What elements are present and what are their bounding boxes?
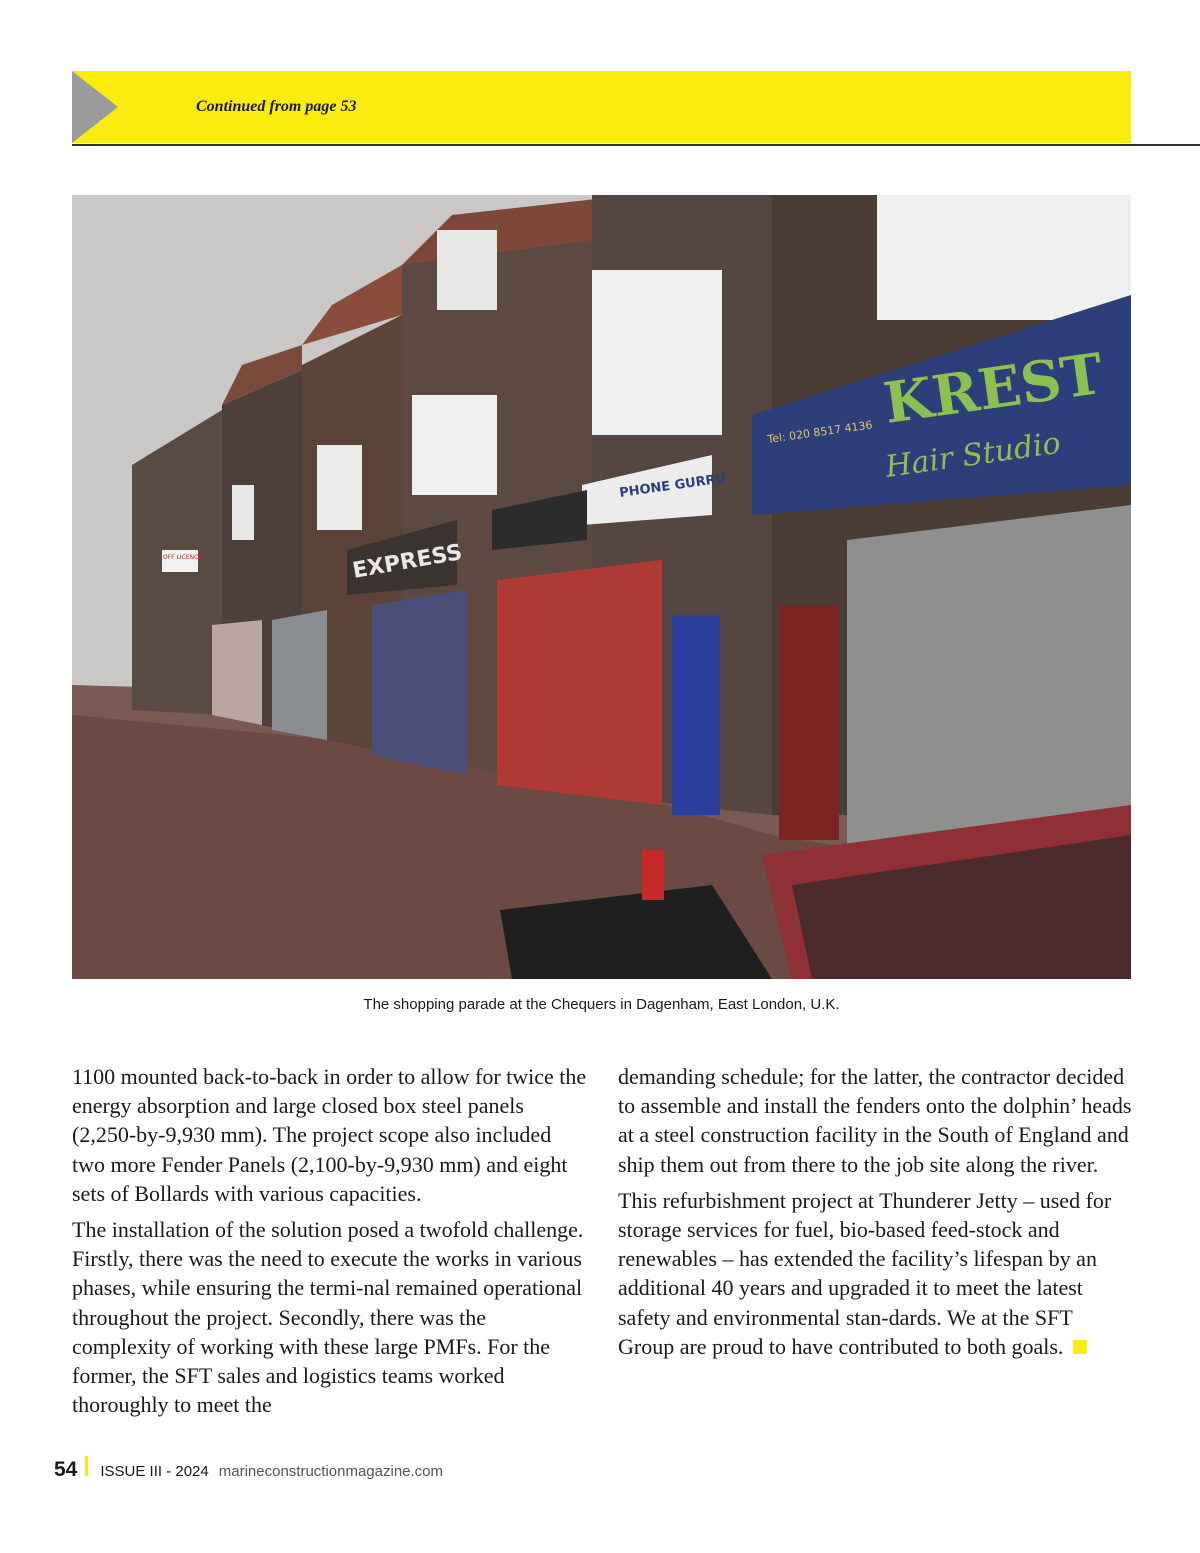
krest-sign-text: KREST	[879, 340, 1107, 437]
header-rule	[72, 144, 1200, 146]
arrow-icon	[72, 71, 118, 143]
article-left-column	[72, 1062, 587, 1426]
krest-sub-text: Hair Studio	[883, 425, 1063, 485]
article-paragraph: The installation of the solution posed a twofold challenge. Firstly, there was the need to execute the works in various phases, while ensuring the termi-nal remained operational throughout the project. Secondly, there was the complexity of working with these large PMFs. For the former, the SFT sales and logistics teams worked thoroughly to meet the	[72, 1217, 584, 1418]
article-paragraph: 1100 mounted back-to-back in order to allow for twice the energy absorption and large closed box steel panels (2,250-by-9,930 mm). The project scope also included two more Fender Panels (2,100-by-9,930 mm) and eight sets of Bollards with various capacities.	[72, 1064, 587, 1206]
off-licence-sign-text: OFF LICENCE	[163, 554, 203, 561]
continued-from-label[interactable]: Continued from page 53	[196, 98, 357, 115]
express-sign-text: EXPRESS	[350, 540, 465, 584]
shopping-parade-photo	[72, 195, 1131, 979]
article-paragraph-final	[618, 1186, 1133, 1361]
article-paragraph: demanding schedule; for the latter, the contractor decided to assemble and install the fenders onto the dolphin’ heads at a steel construction facility in the South of England and ship them out from there to the job site along the river.	[618, 1064, 1132, 1177]
phone-guru-sign-text: PHONE GURRU	[618, 471, 728, 501]
photo-caption: The shopping parade at the Chequers in Dagenham, East London, U.K.	[363, 996, 840, 1013]
issue-label: ISSUE III - 2024	[100, 1463, 209, 1480]
article-right-column	[618, 1062, 1133, 1368]
end-of-article-icon	[1073, 1340, 1087, 1354]
krest-tel-text: Tel: 020 8517 4136	[766, 418, 874, 446]
page-number: 54	[54, 1458, 78, 1481]
footer-divider	[85, 1456, 88, 1476]
article-paragraph-text: This refurbishment project at Thunderer Jetty – used for storage services for fuel, bio-based feed-stock and renewables – has extended the facility’s lifespan by an additional 40 years and upgraded it to meet the latest safety and environmental stan-dards. We at the SFT Group are proud to have contributed to both goals.	[618, 1187, 1112, 1359]
website-link[interactable]: marineconstructionmagazine.com	[218, 1463, 444, 1480]
page-footer	[54, 1456, 443, 1486]
